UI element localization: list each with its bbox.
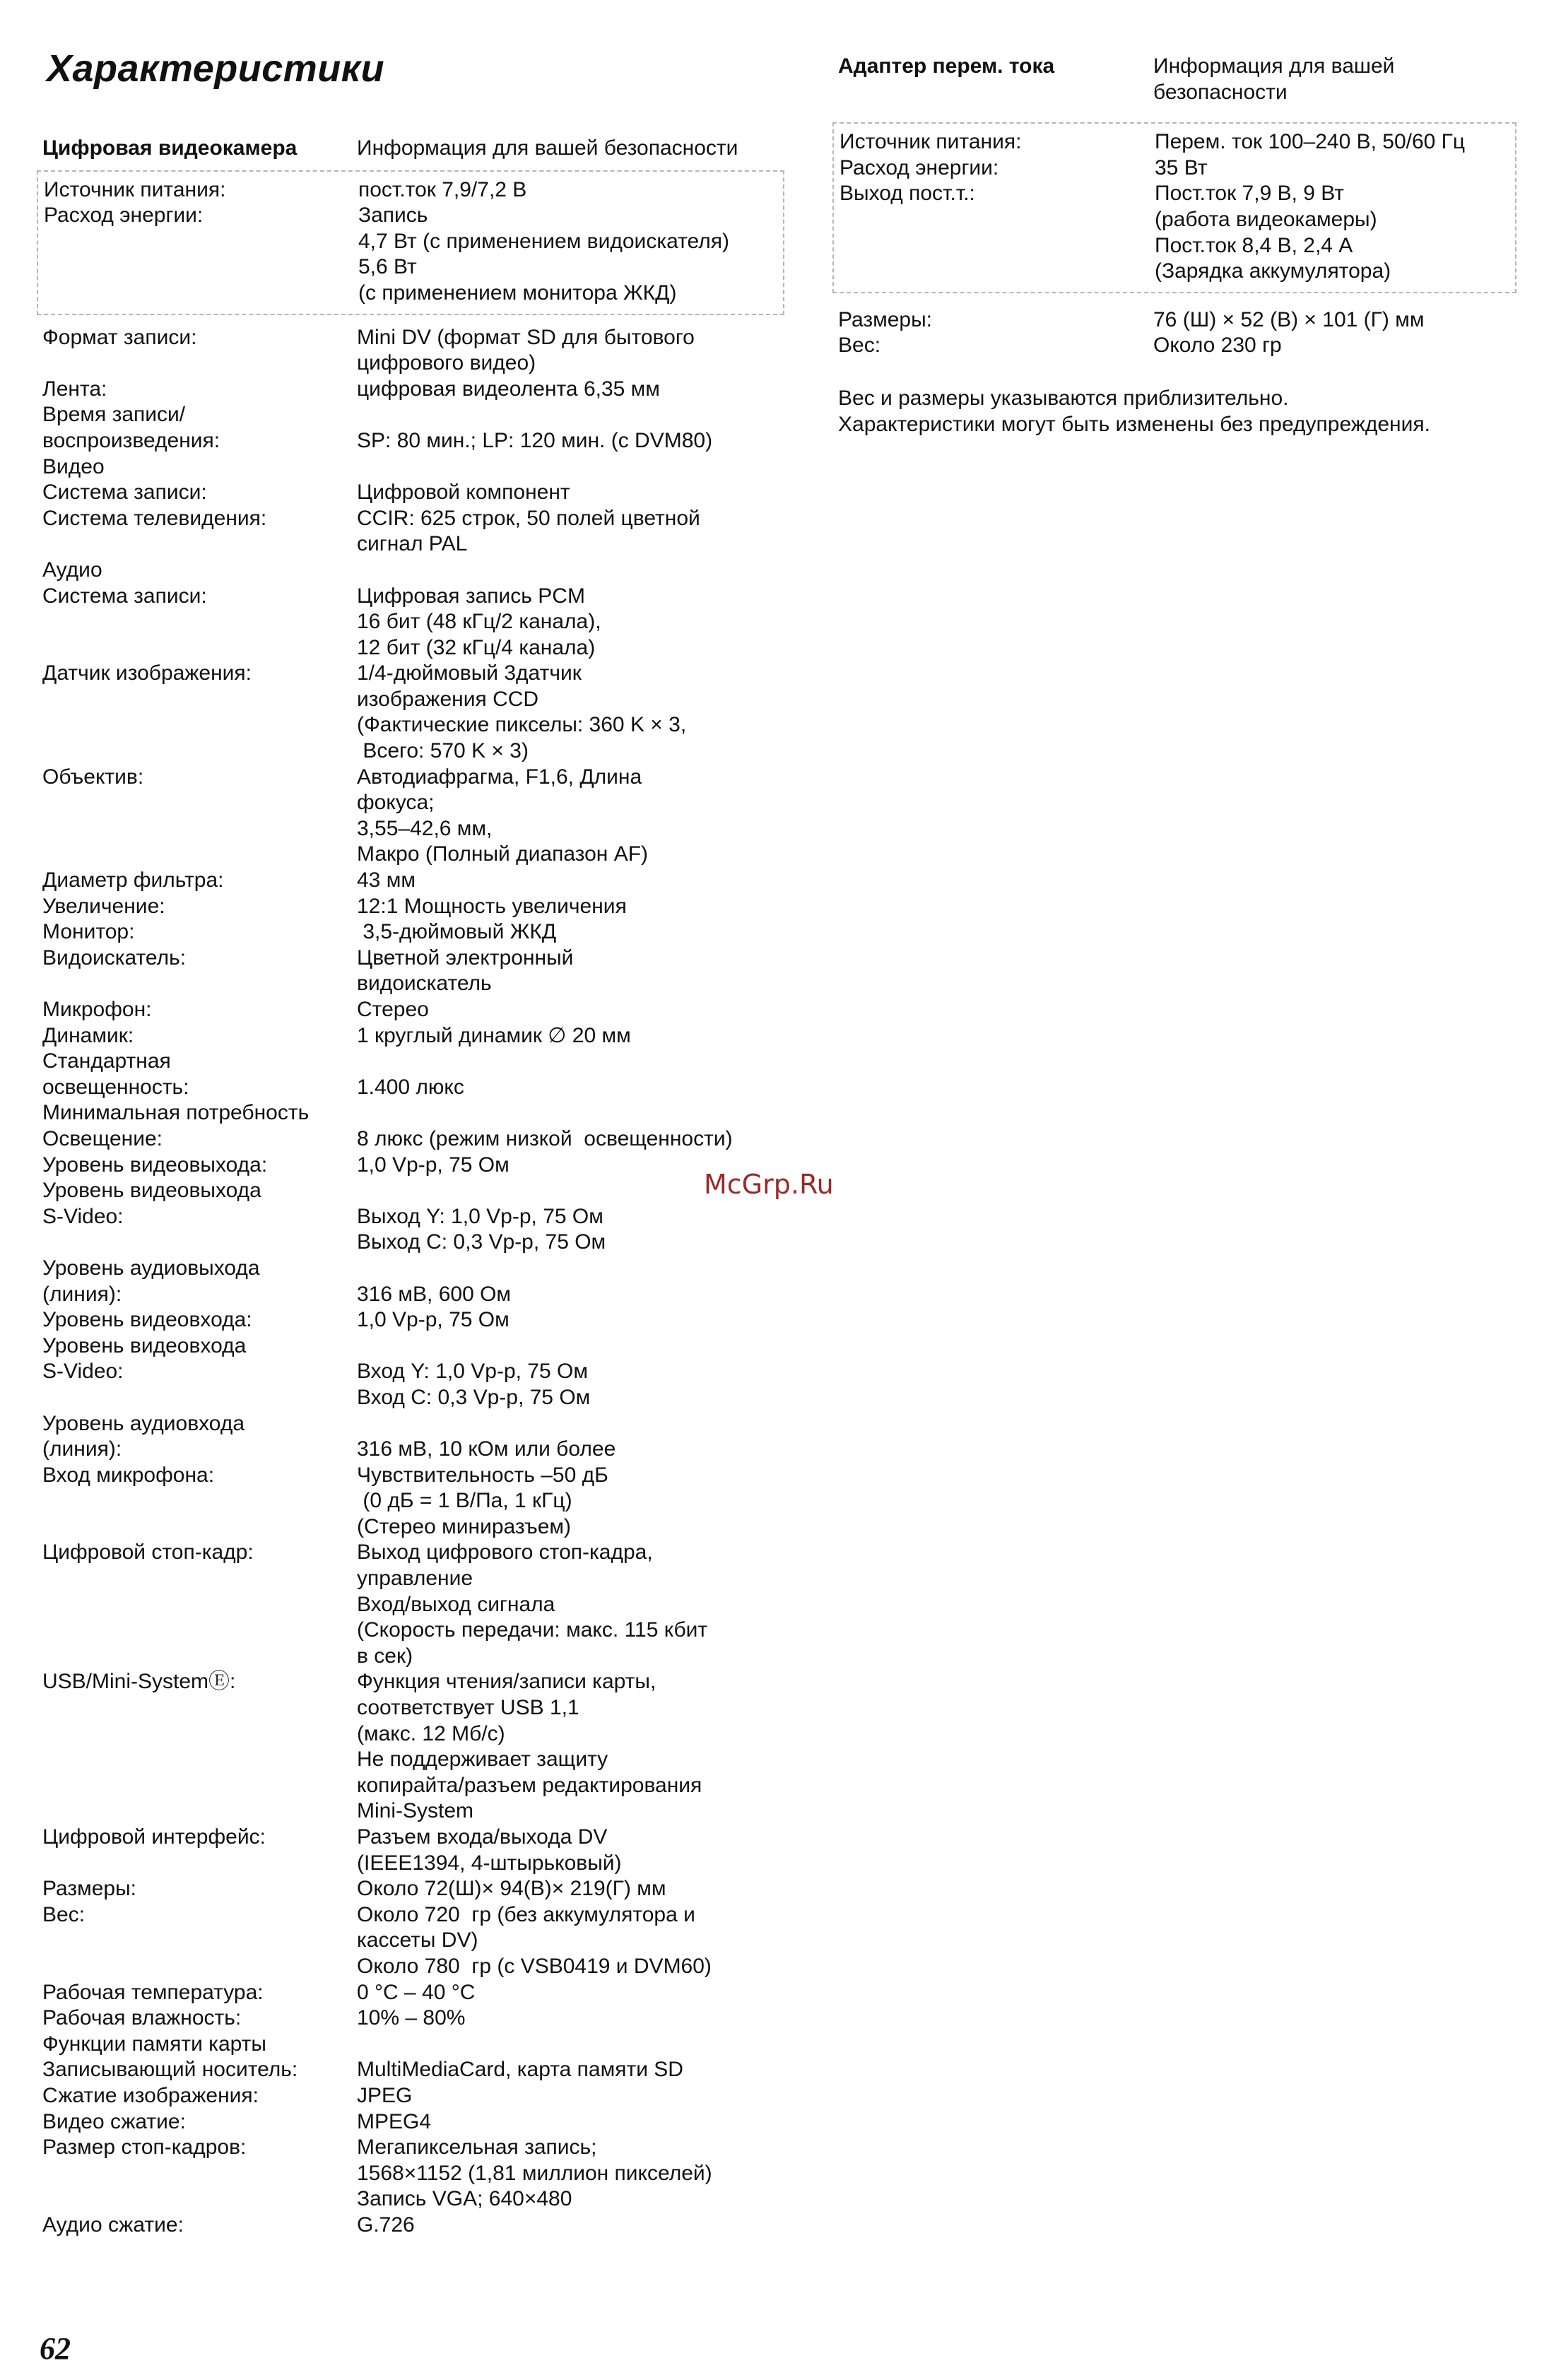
spec-value: Цифровая запись PCM 16 бит (48 кГц/2 канала), 12 бит (32 кГц/4 канала): [357, 584, 601, 659]
spec-label: Сжатие изображения:: [42, 2083, 259, 2107]
spec-value: Разъем входа/выхода DV (IEEE1394, 4-штырьковый): [357, 1825, 622, 1875]
spec-value: MPEG4: [357, 2109, 432, 2133]
spec-value: 3,5-дюймовый ЖКД: [357, 920, 557, 944]
spec-row: [42, 1333, 784, 1411]
spec-value: CCIR: 625 строк, 50 полей цветной сигнал PAL: [357, 506, 700, 556]
spec-row: [42, 661, 784, 764]
spec-row: [42, 1153, 784, 1179]
spec-row: [42, 377, 784, 403]
spec-value: Чувствительность –50 дБ (0 дБ = 1 В/Па, 1 кГц) (Стерео миниразъем): [357, 1463, 608, 1538]
camera-header-safety-label: Информация для вашей безопасности: [357, 136, 738, 160]
spec-label: Видео: [42, 454, 105, 478]
watermark: McGrp.Ru: [704, 1169, 834, 1200]
spec-row: [42, 1178, 784, 1256]
spec-label: Цифровой стоп-кадр:: [42, 1540, 254, 1565]
adapter-header-row: [838, 54, 1516, 105]
spec-value: Около 72(Ш)× 94(В)× 219(Г) мм: [357, 1877, 666, 1901]
spec-row: [42, 894, 784, 920]
approximation-note: Вес и размеры указываются приблизительно. Характеристики могут быть изменены без предупреждения.: [838, 386, 1430, 436]
spec-value: Выход Y: 1,0 Vp-p, 75 Ом Выход С: 0,3 Vp-p, 75 Ом: [357, 1204, 606, 1254]
spec-row: [42, 945, 784, 997]
spec-value: Стерео: [357, 998, 429, 1021]
spec-value: Запись 4,7 Вт (с применением видоискателя) 5,6 Вт (с применением монитора ЖКД): [358, 204, 729, 305]
spec-label: Записывающий носитель:: [42, 2058, 298, 2082]
camera-specs-column: [42, 131, 784, 2239]
spec-label: Уровень аудиовхода (линия):: [42, 1411, 245, 1461]
spec-label: Выход пост.т.:: [840, 182, 975, 206]
spec-value: Цветной электронный видоискатель: [357, 945, 574, 996]
spec-value: 10% – 80%: [357, 2006, 466, 2030]
spec-label: Система записи:: [42, 481, 207, 505]
spec-row: [840, 129, 1515, 155]
spec-label: Рабочая влажность:: [42, 2006, 242, 2030]
spec-label: Диаметр фильтра:: [42, 868, 224, 892]
spec-row: [42, 2083, 784, 2109]
spec-row: [840, 181, 1515, 284]
spec-value: Пост.ток 7,9 В, 9 Вт (работа видеокамеры) Пост.ток 8,4 В, 2,4 А (Зарядка аккумулятора): [1155, 182, 1391, 283]
spec-value: Выход цифрового стоп-кадра, управление Вход/выход сигнала (Скорость передачи: макс. 115 кбит в сек): [357, 1540, 708, 1668]
spec-row: [42, 2032, 784, 2058]
spec-value: JPEG: [357, 2083, 413, 2107]
spec-label: Монитор:: [42, 920, 135, 944]
spec-value: 43 мм: [357, 868, 416, 892]
spec-row: [42, 2135, 784, 2213]
spec-value: Перем. ток 100–240 В, 50/60 Гц: [1155, 130, 1466, 154]
spec-label: Расход энергии:: [44, 204, 204, 228]
spec-value: SP: 80 мин.; LP: 120 мин. (с DVM80): [357, 428, 713, 452]
spec-row: [42, 325, 784, 377]
spec-row: [42, 2109, 784, 2135]
spec-value: цифровая видеолента 6,35 мм: [357, 377, 660, 401]
spec-label: Датчик изображения:: [42, 661, 252, 685]
spec-row: [838, 333, 1516, 359]
spec-label: Вход микрофона:: [42, 1463, 215, 1487]
spec-label: Уровень видеовхода:: [42, 1308, 252, 1332]
spec-row: [42, 558, 784, 584]
spec-value: 12:1 Мощность увеличения: [357, 894, 627, 918]
spec-row: [42, 1876, 784, 1902]
spec-value: [357, 454, 784, 481]
spec-label: Вес:: [42, 1902, 86, 1926]
spec-label: Функции памяти карты: [42, 2032, 266, 2056]
spec-row: [42, 1463, 784, 1540]
spec-label: Система записи:: [42, 584, 207, 608]
spec-row: [42, 506, 784, 558]
spec-row: [42, 1980, 784, 2006]
spec-label: Аудио: [42, 558, 102, 582]
spec-value: 316 мВ, 10 кОм или более: [357, 1437, 616, 1461]
spec-row: [42, 402, 784, 454]
spec-row: [42, 1825, 784, 1876]
spec-value: пост.ток 7,9/7,2 В: [358, 177, 527, 201]
page-title: Характеристики: [47, 47, 385, 90]
spec-value: 8 люкс (режим низкой освещенности): [357, 1126, 733, 1150]
spec-row: [42, 1023, 784, 1049]
spec-label: Источник питания:: [840, 130, 1022, 154]
spec-label: Расход энергии:: [840, 155, 999, 179]
spec-row: [42, 2057, 784, 2083]
spec-row: [42, 765, 784, 868]
spec-value: Около 230 гр: [1153, 334, 1282, 358]
spec-value: Автодиафрагма, F1,6, Длина фокуса; 3,55–42,6 мм, Макро (Полный диапазон AF): [357, 765, 649, 866]
spec-label: Размеры:: [42, 1877, 137, 1901]
spec-row: [42, 454, 784, 481]
spec-value: 1,0 Vp-p, 75 Ом: [357, 1153, 510, 1177]
spec-label: Цифровой интерфейс:: [42, 1825, 266, 1849]
spec-row: [42, 2005, 784, 2032]
spec-value: Мегапиксельная запись; 1568×1152 (1,81 миллион пикселей) Запись VGA; 640×480: [357, 2135, 712, 2211]
spec-row: [42, 997, 784, 1023]
spec-value: 1 круглый динамик ∅ 20 мм: [357, 1023, 631, 1047]
camera-spec-list: [42, 325, 784, 2239]
spec-value: [357, 2032, 784, 2058]
spec-label: Уровень видеовыхода S-Video:: [42, 1179, 261, 1228]
spec-row: [42, 919, 784, 945]
spec-row: [42, 584, 784, 661]
spec-value: 76 (Ш) × 52 (В) × 101 (Г) мм: [1153, 307, 1425, 331]
spec-label: Уровень видеовыхода:: [42, 1153, 268, 1177]
spec-label: Увеличение:: [42, 894, 165, 918]
adapter-specs-column: [838, 54, 1516, 437]
spec-value: G.726: [357, 2213, 415, 2237]
spec-value: 0 °C – 40 °C: [357, 1980, 476, 2004]
spec-label: Минимальная потребность Освещение:: [42, 1101, 310, 1150]
spec-label: Рабочая температура:: [42, 1980, 264, 2004]
spec-label: Вес:: [838, 334, 881, 358]
spec-label: Стандартная освещенность:: [42, 1049, 189, 1099]
spec-label: Видео сжатие:: [42, 2109, 186, 2133]
spec-row: [44, 203, 783, 306]
spec-value: Функция чтения/записи карты, соответствует USB 1,1 (макс. 12 Мб/с) Не поддерживает защиту копирайта/разъем редактирования Mini-System: [357, 1670, 702, 1823]
spec-label: Микрофон:: [42, 998, 152, 1021]
spec-row: [42, 868, 784, 894]
spec-value: 1,0 Vp-p, 75 Ом: [357, 1308, 510, 1332]
spec-value: Цифровой компонент: [357, 481, 570, 505]
spec-row: [42, 2213, 784, 2239]
spec-row: [42, 1669, 784, 1825]
spec-row: [42, 1256, 784, 1307]
spec-row: [42, 1100, 784, 1152]
spec-label: Уровень аудиовыхода (линия):: [42, 1256, 260, 1306]
spec-value: [357, 558, 784, 584]
spec-label: Уровень видеовхода S-Video:: [42, 1333, 247, 1384]
spec-label: Динамик:: [42, 1023, 134, 1047]
spec-label: Система телевидения:: [42, 506, 267, 530]
camera-header-row: [42, 136, 784, 162]
adapter-header-label: Адаптер перем. тока: [838, 54, 1055, 78]
spec-row: [838, 307, 1516, 334]
spec-row: [42, 1902, 784, 1980]
spec-value: Вход Y: 1,0 Vp-p, 75 Ом Вход С: 0,3 Vp-p, 75 Ом: [357, 1360, 591, 1409]
spec-row: [44, 177, 783, 204]
spec-label: Размеры:: [838, 307, 933, 331]
spec-value: Mini DV (формат SD для бытового цифрового видео): [357, 325, 695, 375]
adapter-safety-box: [832, 122, 1516, 293]
spec-label: Источник питания:: [44, 177, 226, 201]
spec-label: Размер стоп-кадров:: [42, 2135, 247, 2160]
spec-label: Время записи/ воспроизведения:: [42, 403, 220, 452]
spec-row: [42, 480, 784, 506]
spec-label: Видоискатель:: [42, 945, 187, 970]
spec-value: 35 Вт: [1155, 155, 1208, 179]
spec-row: [42, 1307, 784, 1333]
spec-label: Объектив:: [42, 765, 144, 789]
camera-header-label: Цифровая видеокамера: [42, 136, 298, 160]
adapter-header-safety-label: Информация для вашей безопасности: [1153, 54, 1395, 104]
spec-value: 1/4-дюймовый 3датчик изображения CCD (Фактические пикселы: 360 K × 3, Всего: 570 K × 3): [357, 661, 687, 763]
camera-safety-box: [37, 170, 784, 315]
spec-value: 1.400 люкс: [357, 1075, 464, 1099]
spec-label: Аудио сжатие:: [42, 2213, 184, 2237]
spec-label: Лента:: [42, 377, 107, 401]
page-number: 62: [40, 2331, 71, 2366]
spec-row: [840, 155, 1515, 182]
spec-value: 316 мВ, 600 Ом: [357, 1282, 512, 1306]
spec-label: Формат записи:: [42, 325, 197, 349]
spec-label: USB/Mini-SystemⒺ:: [42, 1670, 236, 1694]
adapter-spec-list: [838, 307, 1516, 359]
spec-row: [42, 1049, 784, 1100]
spec-value: MultiMediaCard, карта памяти SD: [357, 2058, 683, 2082]
spec-value: Около 720 гр (без аккумулятора и кассеты DV) Около 780 гр (с VSB0419 и DVM60): [357, 1902, 712, 1978]
spec-row: [42, 1411, 784, 1463]
spec-row: [42, 1540, 784, 1669]
